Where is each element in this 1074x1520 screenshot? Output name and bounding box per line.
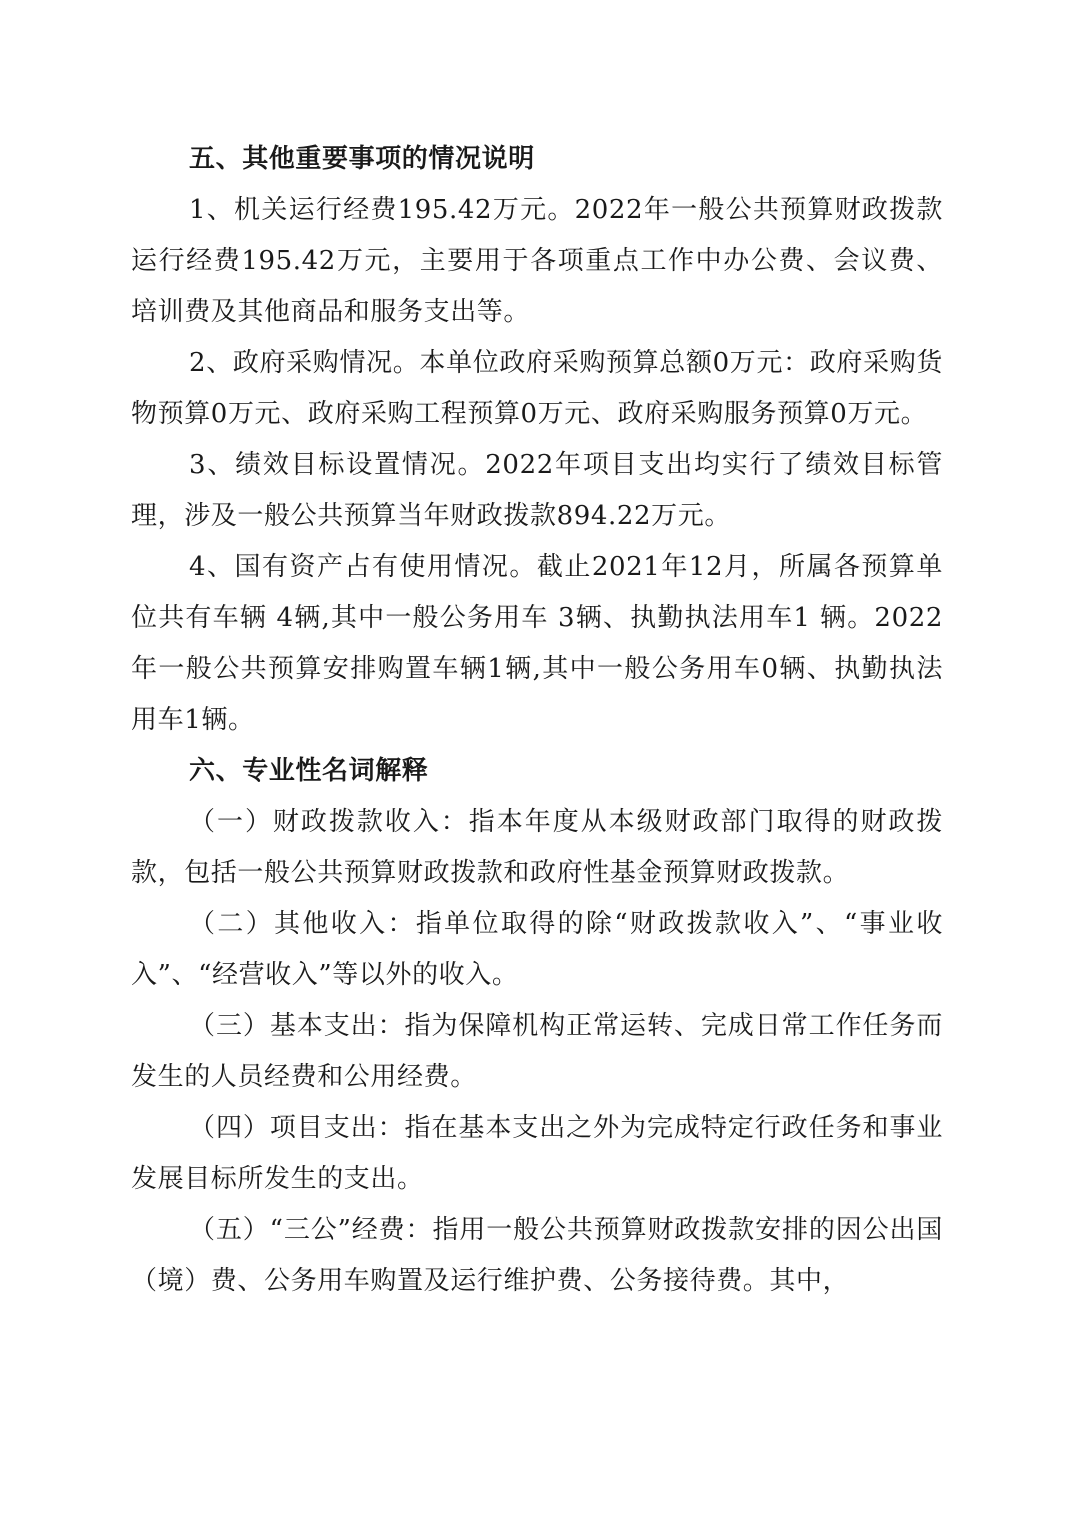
paragraph-operating-expenses: 1、机关运行经费195.42万元。2022年一般公共预算财政拨款运行经费195.42万元，主要用于各项重点工作中办公费、会议费、培训费及其他商品和服务支出等。 <box>131 195 943 327</box>
paragraph-state-assets: 4、国有资产占有使用情况。截止2021年12月，所属各预算单位共有车辆 4辆,其中一般公务用车 3辆、执勤执法用车1 辆。2022年一般公共预算安排购置车辆1辆,其中一般公务用车0辆、执勤执法用车1辆。 <box>131 552 943 735</box>
paragraph-three-public-expenses: （五）“三公”经费：指用一般公共预算财政拨款安排的因公出国（境）费、公务用车购置及运行维护费、公务接待费。其中， <box>131 1215 943 1296</box>
paragraph-performance-targets: 3、绩效目标设置情况。2022年项目支出均实行了绩效目标管理，涉及一般公共预算当年财政拨款894.22万元。 <box>131 450 943 531</box>
section-heading-glossary: 六、专业性名词解释 <box>189 756 429 786</box>
paragraph-procurement: 2、政府采购情况。本单位政府采购预算总额0万元：政府采购货物预算0万元、政府采购工程预算0万元、政府采购服务预算0万元。 <box>131 348 943 429</box>
paragraph-basic-expenditure: （三）基本支出：指为保障机构正常运转、完成日常工作任务而发生的人员经费和公用经费。 <box>131 1011 943 1092</box>
document-body <box>131 134 943 1307</box>
paragraph-project-expenditure: （四）项目支出：指在基本支出之外为完成特定行政任务和事业发展目标所发生的支出。 <box>131 1113 943 1194</box>
paragraph-fiscal-allocation-income: （一）财政拨款收入：指本年度从本级财政部门取得的财政拨款，包括一般公共预算财政拨款和政府性基金预算财政拨款。 <box>131 807 943 888</box>
section-heading-other-matters: 五、其他重要事项的情况说明 <box>189 144 535 174</box>
paragraph-other-income: （二）其他收入：指单位取得的除“财政拨款收入”、“事业收入”、“经营收入”等以外的收入。 <box>131 909 943 990</box>
